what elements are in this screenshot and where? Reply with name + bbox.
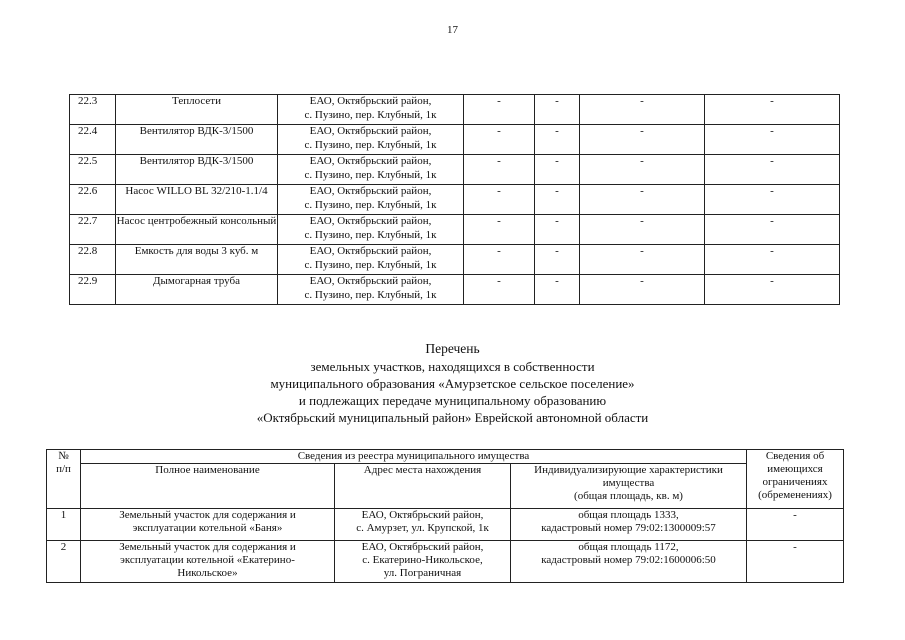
item-address: ЕАО, Октябрьский район, с. Пузино, пер. Клубный, 1к [278, 245, 464, 275]
row-number: 22.7 [70, 215, 116, 245]
header-full-name: Полное наименование [81, 464, 335, 509]
cell-value: - [464, 185, 535, 215]
item-name: Дымогарная труба [116, 275, 278, 305]
row-number: 22.3 [70, 95, 116, 125]
cell-value: - [464, 275, 535, 305]
item-address: ЕАО, Октябрьский район, с. Пузино, пер. Клубный, 1к [278, 275, 464, 305]
land-encumbrances: - [747, 541, 844, 583]
cell-value: - [580, 155, 705, 185]
header-registry: Сведения из реестра муниципального имущества [81, 450, 747, 464]
item-name: Емкость для воды 3 куб. м [116, 245, 278, 275]
heading-line: земельных участков, находящихся в собственности [310, 359, 595, 374]
cell-value: - [580, 215, 705, 245]
cell-value: - [535, 95, 580, 125]
land-name: Земельный участок для содержания и эксплуатации котельной «Баня» [81, 509, 335, 541]
property-table [69, 94, 840, 305]
header-num: № п/п [47, 450, 81, 509]
item-name: Вентилятор ВДК-3/1500 [116, 125, 278, 155]
land-table [46, 449, 844, 583]
heading-title: Перечень [425, 341, 480, 356]
table-row [47, 509, 844, 541]
cell-value: - [535, 275, 580, 305]
land-address: ЕАО, Октябрьский район, с. Екатерино-Никольское, ул. Пограничная [335, 541, 511, 583]
row-number: 22.6 [70, 185, 116, 215]
table-row [70, 155, 840, 185]
heading-line: и подлежащих передаче муниципальному образованию [298, 393, 607, 408]
cell-value: - [705, 155, 840, 185]
cell-value: - [535, 245, 580, 275]
cell-value: - [535, 185, 580, 215]
table-row [70, 95, 840, 125]
table-row [70, 215, 840, 245]
cell-value: - [464, 215, 535, 245]
heading-line: муниципального образования «Амурзетское сельское поселение» [270, 376, 635, 391]
cell-value: - [580, 275, 705, 305]
land-list-heading [0, 340, 905, 426]
cell-value: - [705, 125, 840, 155]
heading-line: «Октябрьский муниципальный район» Еврейской автономной области [256, 410, 649, 425]
table-row [47, 541, 844, 583]
item-address: ЕАО, Октябрьский район, с. Пузино, пер. Клубный, 1к [278, 185, 464, 215]
item-address: ЕАО, Октябрьский район, с. Пузино, пер. Клубный, 1к [278, 95, 464, 125]
land-characteristics: общая площадь 1172, кадастровый номер 79:02:1600006:50 [511, 541, 747, 583]
item-name: Насос WILLO BL 32/210-1.1/4 [116, 185, 278, 215]
cell-value: - [464, 125, 535, 155]
cell-value: - [535, 125, 580, 155]
table-row [70, 275, 840, 305]
table-row [70, 245, 840, 275]
item-address: ЕАО, Октябрьский район, с. Пузино, пер. Клубный, 1к [278, 125, 464, 155]
land-address: ЕАО, Октябрьский район, с. Амурзет, ул. Крупской, 1к [335, 509, 511, 541]
header-characteristics: Индивидуализирующие характеристики имущества (общая площадь, кв. м) [511, 464, 747, 509]
land-characteristics: общая площадь 1333, кадастровый номер 79:02:1300009:57 [511, 509, 747, 541]
header-encumbrances: Сведения об имеющихся ограничениях (обременениях) [747, 450, 844, 509]
row-number: 2 [47, 541, 81, 583]
cell-value: - [464, 245, 535, 275]
row-number: 22.8 [70, 245, 116, 275]
item-name: Теплосети [116, 95, 278, 125]
row-number: 1 [47, 509, 81, 541]
cell-value: - [464, 155, 535, 185]
cell-value: - [705, 215, 840, 245]
item-address: ЕАО, Октябрьский район, с. Пузино, пер. Клубный, 1к [278, 215, 464, 245]
cell-value: - [535, 155, 580, 185]
cell-value: - [705, 95, 840, 125]
row-number: 22.4 [70, 125, 116, 155]
cell-value: - [580, 95, 705, 125]
cell-value: - [580, 245, 705, 275]
row-number: 22.5 [70, 155, 116, 185]
header-address: Адрес места нахождения [335, 464, 511, 509]
cell-value: - [580, 125, 705, 155]
cell-value: - [705, 245, 840, 275]
cell-value: - [580, 185, 705, 215]
cell-value: - [535, 215, 580, 245]
cell-value: - [705, 185, 840, 215]
cell-value: - [464, 95, 535, 125]
item-name: Насос центробежный консольный [116, 215, 278, 245]
cell-value: - [705, 275, 840, 305]
table-row [70, 185, 840, 215]
row-number: 22.9 [70, 275, 116, 305]
page-number: 17 [447, 24, 458, 36]
item-name: Вентилятор ВДК-3/1500 [116, 155, 278, 185]
table-row [70, 125, 840, 155]
land-encumbrances: - [747, 509, 844, 541]
land-name: Земельный участок для содержания и эксплуатации котельной «Екатерино- Никольское» [81, 541, 335, 583]
item-address: ЕАО, Октябрьский район, с. Пузино, пер. Клубный, 1к [278, 155, 464, 185]
